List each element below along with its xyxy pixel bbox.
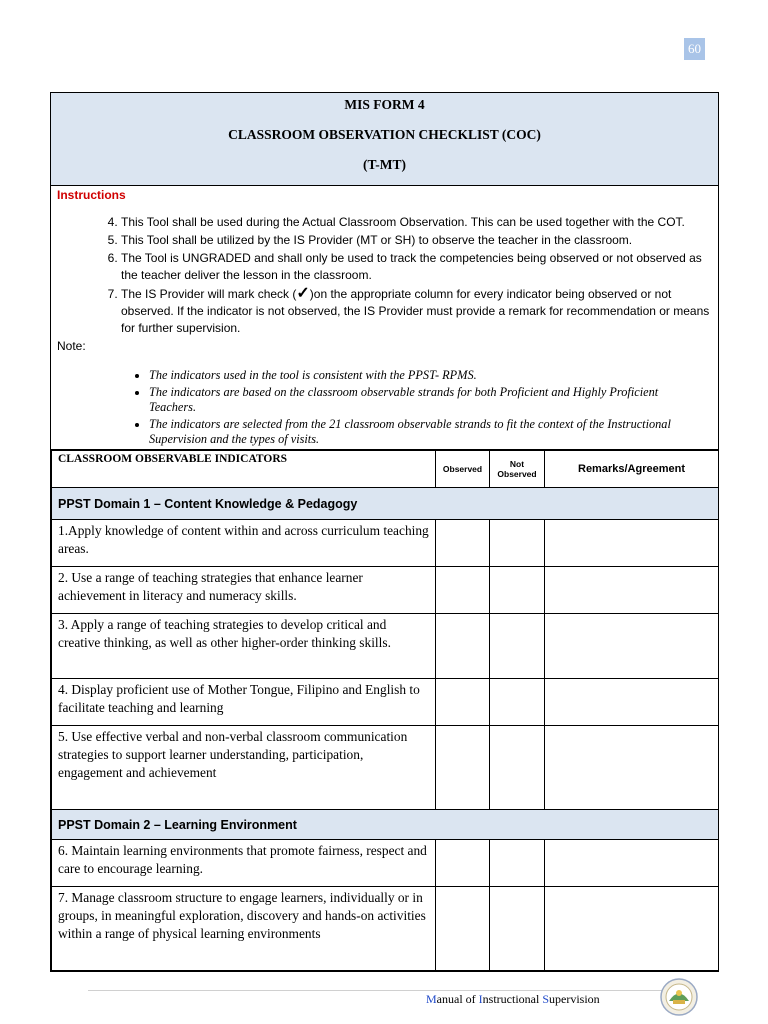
form-title: CLASSROOM OBSERVATION CHECKLIST (COC) xyxy=(228,127,541,142)
footer-word: upervision xyxy=(549,992,600,1006)
observed-cell[interactable] xyxy=(436,679,490,726)
table-row xyxy=(52,840,719,887)
form-subtitle: (T-MT) xyxy=(363,157,406,172)
observed-cell[interactable] xyxy=(436,887,490,971)
footer-cap: S xyxy=(542,992,549,1006)
notes-list xyxy=(127,368,708,449)
domain-row xyxy=(52,488,719,520)
coc-form xyxy=(50,92,719,972)
domain-2-title: PPST Domain 2 – Learning Environment xyxy=(52,810,719,840)
table-row xyxy=(52,567,719,614)
indicator-text: 1.Apply knowledge of content within and across curriculum teaching areas. xyxy=(52,520,436,567)
domain-row xyxy=(52,810,719,840)
deped-seal-icon xyxy=(660,978,698,1016)
instruction-7-start: The IS Provider will mark check ( xyxy=(121,287,297,301)
not-observed-cell[interactable] xyxy=(490,679,545,726)
page-number: 60 xyxy=(684,38,705,60)
observed-cell[interactable] xyxy=(436,840,490,887)
observed-header: Observed xyxy=(436,451,490,488)
instruction-item: 6. The Tool is UNGRADED and shall only be used to track the competencies being observed or not observed as the teacher deliver the lesson in the classroom. xyxy=(121,250,710,284)
not-observed-header: Not Observed xyxy=(490,451,545,488)
remarks-cell[interactable] xyxy=(545,679,719,726)
not-observed-cell[interactable] xyxy=(490,567,545,614)
not-observed-cell[interactable] xyxy=(490,520,545,567)
remarks-cell[interactable] xyxy=(545,614,719,679)
not-observed-cell[interactable] xyxy=(490,726,545,810)
footer-cap: I xyxy=(478,992,483,1006)
footer-word: nstructional xyxy=(482,992,543,1006)
not-observed-cell[interactable] xyxy=(490,840,545,887)
note-label: Note: xyxy=(57,339,86,353)
footer-divider xyxy=(88,990,680,991)
observed-cell[interactable] xyxy=(436,614,490,679)
domain-1-title: PPST Domain 1 – Content Knowledge & Pedagogy xyxy=(52,488,719,520)
table-row xyxy=(52,614,719,679)
table-row xyxy=(52,726,719,810)
remarks-header: Remarks/Agreement xyxy=(545,451,719,488)
indicator-text: 7. Manage classroom structure to engage learners, individually or in groups, in meaningful exploration, discovery and hands-on activities within a range of physical learning environments xyxy=(52,887,436,971)
observed-cell[interactable] xyxy=(436,567,490,614)
instructions-title: Instructions xyxy=(57,188,126,202)
instruction-item: 5. This Tool shall be utilized by the IS Provider (MT or SH) to observe the teacher in the classroom. xyxy=(121,232,710,249)
indicator-text: 6. Maintain learning environments that promote fairness, respect and care to encourage learning. xyxy=(52,840,436,887)
indicators-table xyxy=(51,450,719,971)
indicator-text: 4. Display proficient use of Mother Tongue, Filipino and English to facilitate teaching and learning xyxy=(52,679,436,726)
indicator-text: 5. Use effective verbal and non-verbal classroom communication strategies to support learner understanding, participation, engagement and achievement xyxy=(52,726,436,810)
form-number: MIS FORM 4 xyxy=(344,97,425,112)
note-item: • The indicators are selected from the 21 classroom observable strands to fit the context of the Instructional Supervision and the types of visits. xyxy=(149,417,708,448)
table-header-row xyxy=(52,451,719,488)
instruction-item: 4. This Tool shall be used during the Actual Classroom Observation. This can be used together with the COT. xyxy=(121,214,710,231)
observed-cell[interactable] xyxy=(436,726,490,810)
indicator-text: 3. Apply a range of teaching strategies to develop critical and creative thinking, as well as other higher-order thinking skills. xyxy=(52,614,436,679)
note-item: • The indicators are based on the classroom observable strands for both Proficient and Highly Proficient Teachers. xyxy=(149,385,708,416)
not-observed-cell[interactable] xyxy=(490,614,545,679)
footer-word: anual of xyxy=(436,992,479,1006)
remarks-cell[interactable] xyxy=(545,567,719,614)
form-header xyxy=(51,93,718,186)
note-item: • The indicators used in the tool is consistent with the PPST- RPMS. xyxy=(149,368,708,384)
not-observed-cell[interactable] xyxy=(490,887,545,971)
instruction-item xyxy=(121,285,710,337)
instruction-7-end: )on the appropriate column for every indicator being observed or not observed. If the indicator is not observed, the IS Provider must provide a remark for recommendation or means for further supervision. xyxy=(121,287,710,335)
remarks-cell[interactable] xyxy=(545,887,719,971)
table-row xyxy=(52,887,719,971)
table-row xyxy=(52,520,719,567)
footer-title xyxy=(426,992,600,1007)
indicators-header: CLASSROOM OBSERVABLE INDICATORS xyxy=(52,451,436,488)
observed-cell[interactable] xyxy=(436,520,490,567)
table-row xyxy=(52,679,719,726)
instructions-section xyxy=(51,186,718,450)
remarks-cell[interactable] xyxy=(545,840,719,887)
instructions-list xyxy=(51,214,720,338)
indicator-text: 2. Use a range of teaching strategies that enhance learner achievement in literacy and numeracy skills. xyxy=(52,567,436,614)
remarks-cell[interactable] xyxy=(545,726,719,810)
checkmark-icon: ✓ xyxy=(296,285,310,302)
remarks-cell[interactable] xyxy=(545,520,719,567)
footer-cap: M xyxy=(426,992,437,1006)
